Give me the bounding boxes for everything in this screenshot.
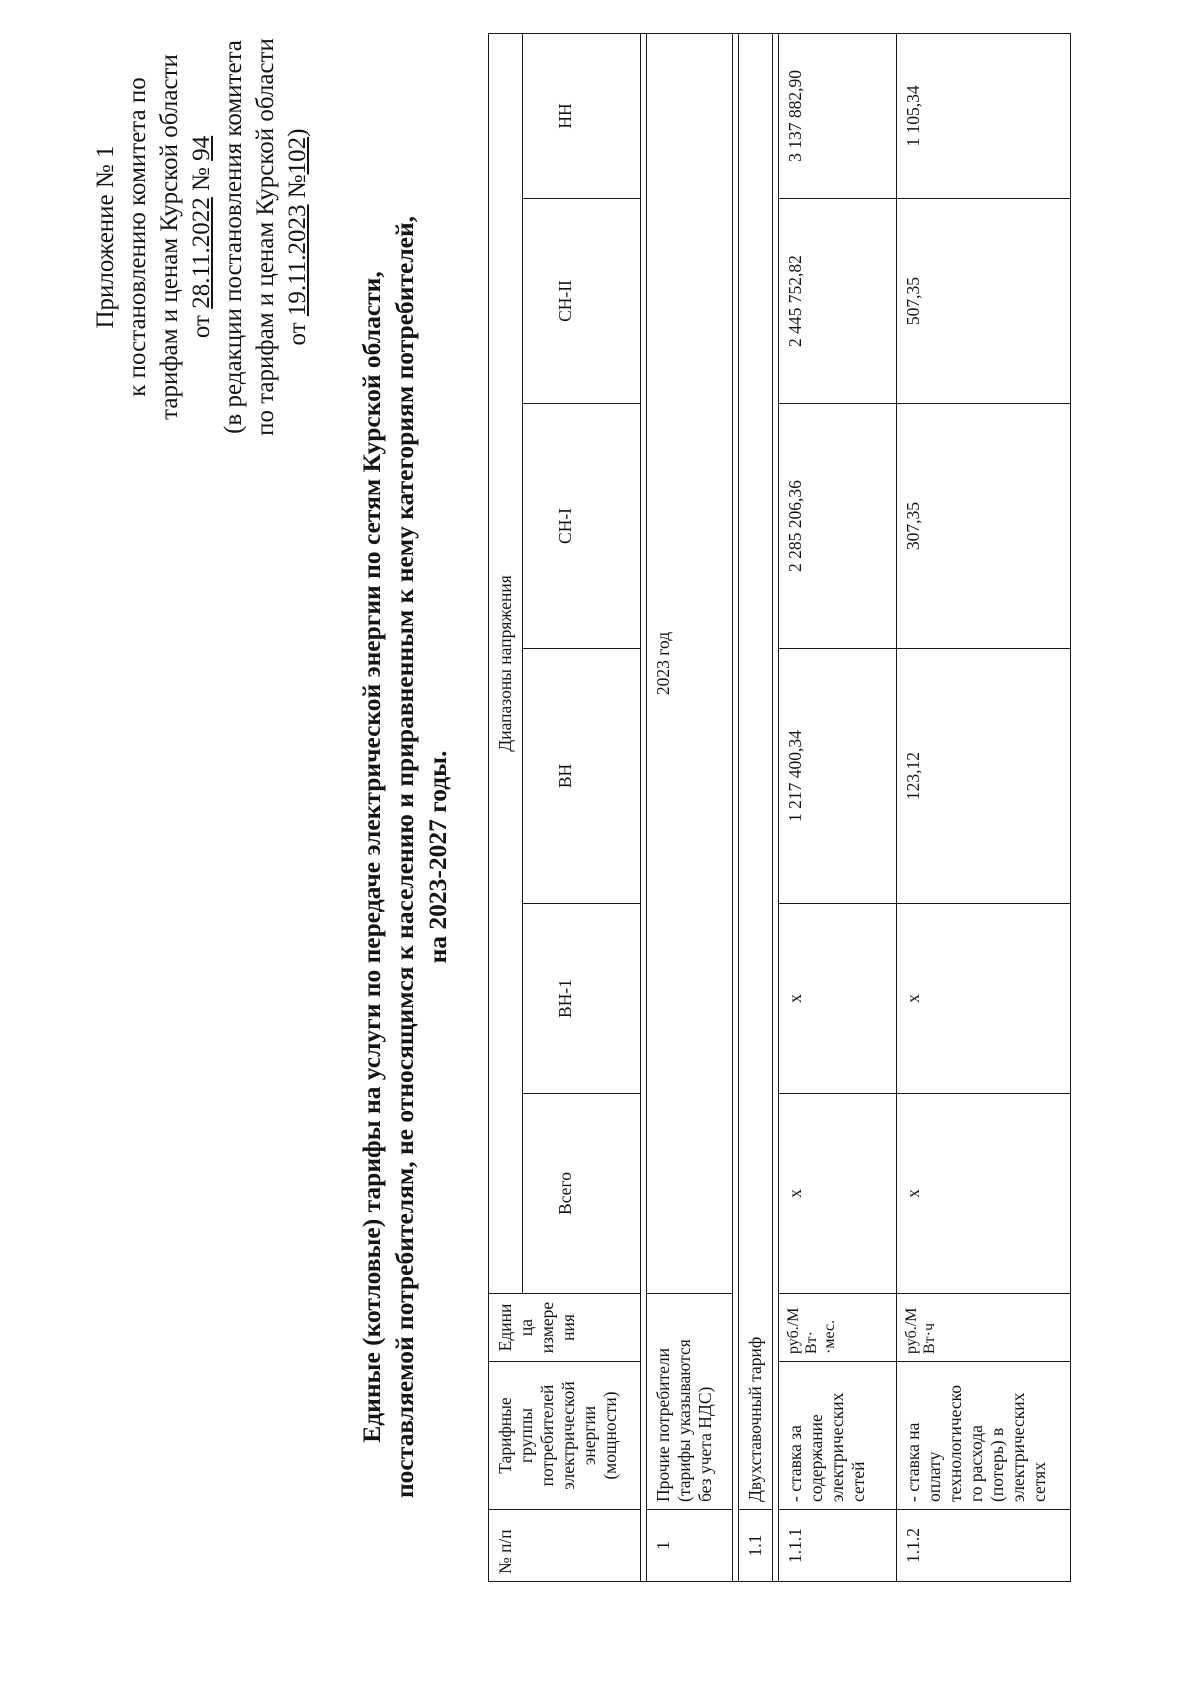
appendix-date-line [186,27,218,447]
revision-date: 19.11.2023 [284,204,311,317]
tariff-table [488,33,1071,1582]
document-title [355,207,454,1507]
header-voltage-ranges: Диапазоны напряжения [489,33,523,1293]
appendix-line: к постановлению комитета по [124,77,151,397]
table-row [897,33,1071,1581]
value-cell: 507,35 [897,199,1071,404]
table-row [779,33,897,1581]
row-name: Двухставочный тариф [739,33,773,1509]
row-name: - ставка за содержание электрических сетей [779,1362,897,1510]
header-col-nn: НН [523,33,641,198]
value-cell: 307,35 [897,404,1071,649]
row-num: 1 [647,1510,733,1582]
table-row [739,33,773,1581]
close-paren: ) [284,128,311,137]
value-cell: х [897,1094,1071,1294]
table-row [647,33,733,1581]
row-name: - ставка на оплату технологическо го расхода (потерь) в электрических сетях [897,1362,1071,1510]
row-unit: руб./М Вт· ·мес. [779,1294,897,1362]
value-cell: 2 445 752,82 [779,199,897,404]
appendix-line: по тарифам и ценам Курской области [252,38,279,436]
header-num: № п/п [489,1510,641,1582]
value-cell: 1 105,34 [897,33,1071,198]
value-cell: 3 137 882,90 [779,33,897,198]
value-cell: 123,12 [897,649,1071,904]
header-unit: Едини ца измере ния [489,1294,641,1362]
row-unit: руб./М Вт·ч [897,1294,1071,1362]
header-tariff-groups: Тарифные группы потребителей электрической энергии (мощности) [489,1362,641,1510]
header-col-sn1: СН-I [523,404,641,649]
appendix-line: тарифам и ценам Курской области [156,54,183,420]
row-num: 1.1.2 [897,1510,1071,1582]
header-col-sn2: СН-II [523,199,641,404]
from-label: от [284,322,311,346]
appendix-line: (в редакции постановления комитета [220,40,247,434]
value-cell: х [779,1094,897,1294]
row-num: 1.1 [739,1510,773,1582]
row-year: 2023 год [647,33,733,1293]
number-label: № [284,174,311,199]
row-name: Прочие потребители (тарифы указываются без учета НДС) [647,1294,733,1510]
title-line: поставляемой потребителям, не относящимся к населению и приравненным к нему категориям потребителей, [390,215,419,1499]
number-label: № [188,167,215,191]
decree-number: 94 [188,135,215,161]
header-col-vn1: ВН-1 [523,904,641,1094]
appendix-title: Приложение № 1 [92,145,119,329]
value-cell: 2 285 206,36 [779,404,897,649]
appendix-header [90,27,314,447]
value-cell: 1 217 400,34 [779,649,897,904]
from-label: от [188,315,215,339]
title-line: на 2023-2027 годы. [423,750,452,964]
title-line: Единые (котловые) тарифы на услуги по передаче электрической энергии по сетям Курской области, [357,271,386,1443]
revision-number: 102 [284,136,311,175]
header-row [489,33,523,1581]
value-cell: х [779,904,897,1094]
decree-date: 28.11.2022 [188,197,215,309]
header-col-total: Всего [523,1094,641,1294]
row-num: 1.1.1 [779,1510,897,1582]
value-cell: х [897,904,1071,1094]
revision-date-line [282,27,314,447]
header-col-vn: ВН [523,649,641,904]
